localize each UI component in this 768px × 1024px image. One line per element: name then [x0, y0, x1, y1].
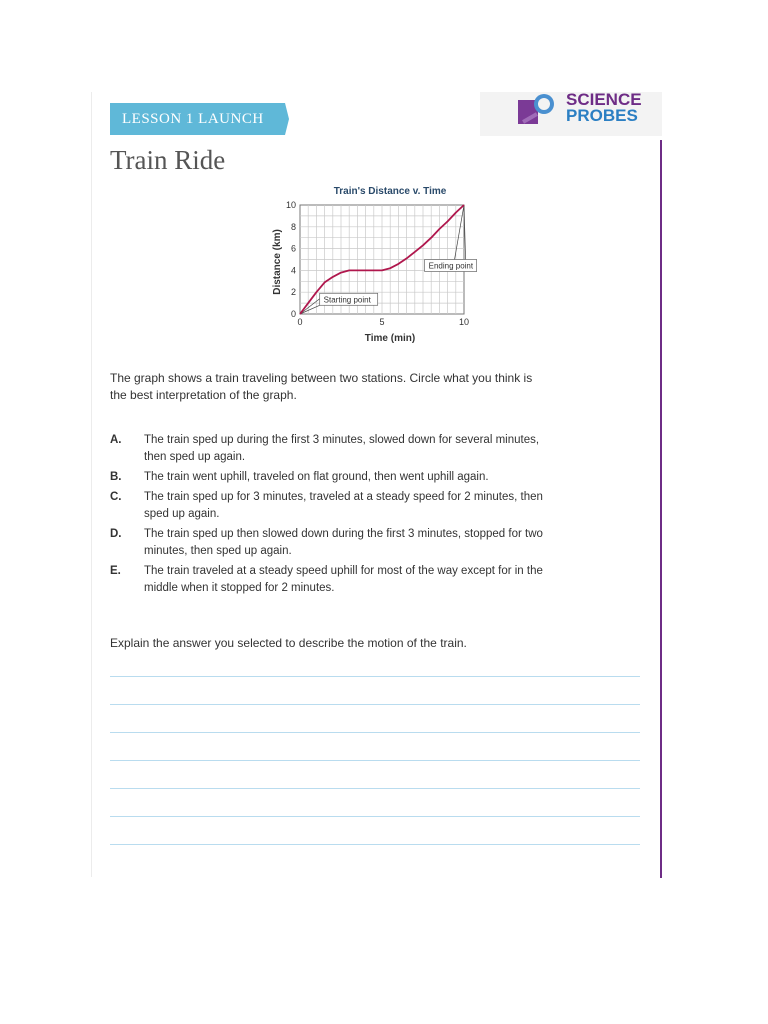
question-intro: The graph shows a train traveling between two stations. Circle what you think is the best interpretation of the graph.: [110, 371, 533, 402]
ending-point-label: Ending point: [428, 261, 474, 271]
choice-e[interactable]: [110, 563, 550, 597]
magnifier-logo-icon: [518, 94, 560, 126]
y-axis-label: Distance (km): [272, 229, 283, 295]
answer-line[interactable]: [110, 816, 640, 817]
answer-line[interactable]: [110, 760, 640, 761]
logo-line-1: SCIENCE: [566, 90, 642, 109]
choice-text: The train sped up during the first 3 minutes, slowed down for several minutes, then sped up again.: [144, 434, 540, 463]
choice-letter: C.: [110, 491, 122, 503]
chart-title: Train's Distance v. Time: [333, 186, 447, 197]
lesson-banner: [110, 103, 285, 135]
answer-line[interactable]: [110, 704, 640, 705]
choice-text: The train traveled at a steady speed uphill for most of the way except for in the middle when it stopped for 2 minutes.: [144, 565, 543, 594]
x-axis-label: Time (min): [364, 333, 416, 344]
x-tick-label: 10: [458, 317, 470, 327]
choice-letter: B.: [110, 471, 122, 483]
choice-b[interactable]: [110, 469, 550, 486]
choice-text: The train sped up then slowed down during the first 3 minutes, stopped for two minutes, then sped up again.: [144, 528, 543, 557]
lesson-banner-label: LESSON 1 LAUNCH: [122, 110, 264, 127]
page-left-edge: [91, 92, 92, 877]
choice-c[interactable]: [110, 489, 550, 523]
y-tick-label: 0: [290, 309, 296, 319]
answer-choices: [110, 432, 550, 600]
logo-wordmark: [566, 92, 642, 124]
choice-a[interactable]: [110, 432, 550, 466]
x-tick-label: 5: [379, 317, 385, 327]
logo-line-2: PROBES: [566, 106, 638, 125]
choice-d[interactable]: [110, 526, 550, 560]
y-tick-label: 6: [290, 243, 296, 254]
answer-line[interactable]: [110, 788, 640, 789]
y-tick-label: 10: [285, 200, 296, 210]
choice-letter: E.: [110, 565, 121, 577]
answer-line[interactable]: [110, 844, 640, 845]
starting-point-label: Starting point: [323, 295, 371, 305]
explain-prompt: Explain the answer you selected to describe the motion of the train.: [110, 636, 467, 650]
choice-text: The train went uphill, traveled on flat ground, then went uphill again.: [144, 471, 489, 483]
page-right-accent-bar: [660, 140, 662, 878]
answer-line[interactable]: [110, 732, 640, 733]
distance-time-chart: [260, 180, 520, 350]
chart-svg: [260, 180, 520, 350]
x-tick-label: 0: [297, 317, 303, 327]
choice-letter: A.: [110, 434, 122, 446]
choice-letter: D.: [110, 528, 122, 540]
y-tick-label: 4: [290, 265, 296, 276]
science-probes-logo: [480, 92, 662, 136]
page-title: Train Ride: [110, 145, 226, 175]
y-tick-label: 2: [290, 287, 296, 298]
y-tick-label: 8: [290, 221, 296, 232]
choice-text: The train sped up for 3 minutes, traveled at a steady speed for 2 minutes, then sped up again.: [144, 491, 543, 520]
answer-line[interactable]: [110, 676, 640, 677]
